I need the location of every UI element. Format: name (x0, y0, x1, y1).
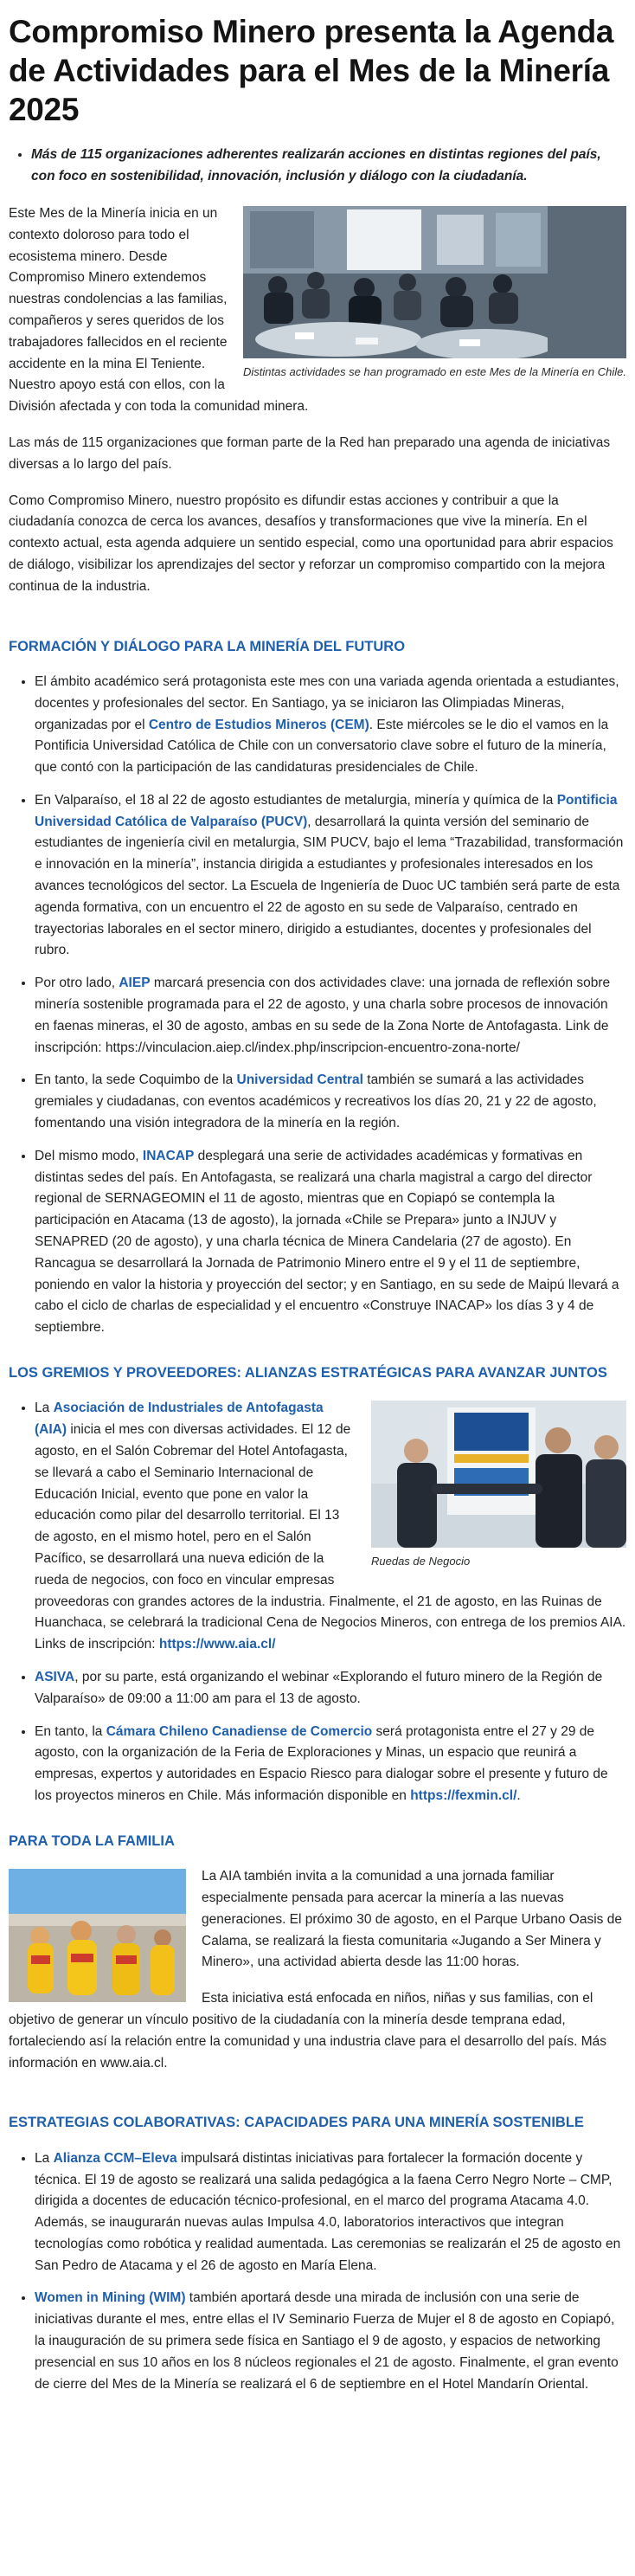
link-wim[interactable]: Women in Mining (WIM) (35, 2290, 186, 2306)
list-item-ccm-eleva (35, 2148, 626, 2277)
bullet-text: impulsará distintas iniciativas para fortalecer la formación docente y técnica. El 19 de agosto se realizará una salida pedagógica a la faena Cerro Negro Norte – CMP, dirigida a docentes de educación técnico-profesional, en el marco del programa Atacama 4.0. Además, se inaugurarán nuevas aulas Impulsa 4.0, laboratorios interactivos que integran tecnologías como robótica y realidad aumentada. Las ceremonias se realizarán el 25 de agosto en San Pedro de Atacama y el 26 de agosto en María Elena. (35, 2150, 621, 2273)
bullet-text: En tanto, la (35, 1723, 106, 1739)
link-cem[interactable]: Centro de Estudios Mineros (CEM) (148, 717, 369, 732)
bullet-text: El ámbito académico será protagonista este mes con una variada agenda orientada a estudiantes, docentes y profesionales del sector. En Santiago, ya se iniciaron las Olimpiadas Mineras, organizadas por el (35, 673, 619, 732)
lead-item (31, 145, 626, 188)
ruedas-de-negocio-photo (371, 1401, 626, 1548)
meeting-photo-figure (243, 206, 626, 380)
link-ccm-eleva[interactable]: Alianza CCM–Eleva (53, 2150, 177, 2166)
list-item-asiva (35, 1667, 626, 1710)
link-pucv[interactable]: Pontificia Universidad Católica de Valparaíso (PUCV) (35, 792, 618, 829)
link-universidad-central[interactable]: Universidad Central (236, 1072, 363, 1088)
ruedas-photo-caption: • Ruedas de Negocio (371, 1555, 471, 1568)
paragraph-familia-2: Esta iniciativa está enfocada en niños, niñas y sus familias, con el objetivo de generar un vínculo positivo de la ciudadanía con la minería desde temprana edad, fortaleciendo así la relación entre la comunidad y una industria clave para el desarrollo del país. Más información en www.aia.cl. (9, 1991, 606, 2070)
list-item-camara (35, 1722, 626, 1807)
section-heading-gremios: LOS GREMIOS Y PROVEEDORES: ALIANZAS ESTRATÉGICAS PARA AVANZAR JUNTOS (9, 1365, 607, 1381)
bullet-text: . Este miércoles se le dio el vamos en la Pontificia Universidad Católica de Chile con un conversatorio clave sobre el futuro de la minería, que contó con la participación de las candidaturas presidenciales de Chile. (35, 717, 609, 776)
bullet-text: . (516, 1787, 521, 1803)
familia-photo-figure (9, 1869, 186, 2002)
lead-text: Más de 115 organizaciones adherentes realizarán acciones en distintas regiones del país, con foco en sostenibilidad, innovación, inclusión y diálogo con la ciudadanía. (31, 147, 601, 184)
link-aia[interactable]: Asociación de Industriales de Antofagasta (AIA) (35, 1401, 324, 1438)
paragraph-familia-1: La AIA también invita a la comunidad a una jornada familiar especialmente pensada para acercar la minería a las nuevas generaciones. El próximo 30 de agosto, en el Parque Urbano Oasis de Calama, se realizará la fiesta comunitaria «Jugando a Ser Minera y Minero», una actividad abierta desde las 11:00 horas. (202, 1869, 622, 1970)
meeting-photo-caption: Distintas actividades se han programado en este Mes de la Minería en Chile. (243, 364, 626, 378)
bullet-text: Por otro lado, (35, 976, 119, 991)
bullet-text: será protagonista entre el 27 y 29 de agosto, con la organización de la Feria de Exploraciones y Minas, un espacio que reunirá a empresas, expertos y autoridades en Espacio Riesco para dialogar sobre el presente y futuro de los proyectos mineros en Chile. Más información disponible en (35, 1723, 608, 1803)
paragraph-organizaciones: Las más de 115 organizaciones que forman parte de la Red han preparado una agenda de iniciativas diversas a lo largo del país. (9, 435, 611, 472)
list-item-aiep (35, 973, 626, 1059)
list-item-inacap (35, 1146, 626, 1339)
bullet-text: , por su parte, está organizando el webinar «Explorando el futuro minero de la Región de Valparaíso» de 09:00 a 11:00 am para el 13 de agosto. (35, 1669, 603, 1706)
bullet-text: también aportará desde una mirada de inclusión con una serie de iniciativas durante el mes, entre ellas el IV Seminario Fuerza de Mujer el 8 de agosto en Copiapó, la inauguración de su primera sede física en Santiago el 9 de agosto, y espacios de networking presencial en sus 10 años en los 8 núcleos regionales el 21 de agosto. Finalmente, el gran evento de cierre del Mes de la Minería se realizará el 6 de septiembre en el Hotel Mandarín Oriental. (35, 2290, 619, 2392)
list-item-olimpiadas (35, 672, 626, 779)
bullet-text: desplegará una serie de actividades académicas y formativas en distintas sedes del país. En Antofagasta, se realizará una charla magistral a cargo del director regional de SERNAGEOMIN el 11 de agosto, mientras que en Copiapó se contempla la participación en Atacama (13 de agosto), la jornada «Chile se Prepara» junto a INJUV y SENAPRED (20 de agosto), y una charla técnica de Minera Candelaria (27 de agosto). En Rancagua se desarrollará la Jornada de Patrimonio Minero entre el 9 y el 11 de septiembre, poniendo en valor la historia y proyección del sector; y en Santiago, en su sede de Maipú llevará a cabo el ciclo de charlas de especialidad y el encuentro «Construye INACAP» los días 3 y 4 de septiembre. (35, 1148, 619, 1336)
link-fexmin-url[interactable]: https://fexmin.cl/ (410, 1787, 517, 1803)
link-aiep[interactable]: AIEP (119, 976, 151, 991)
estrategias-list (9, 2148, 626, 2396)
formacion-list (9, 672, 626, 1339)
bullet-text: En Valparaíso, el 18 al 22 de agosto estudiantes de metalurgia, minería y química de la (35, 792, 557, 808)
bullet-text: En tanto, la sede Coquimbo de la (35, 1072, 237, 1088)
bullet-text: La (35, 1401, 54, 1416)
meeting-photo (243, 206, 626, 358)
section-heading-familia: PARA TODA LA FAMILIA (9, 1832, 175, 1849)
bullet-text: marcará presencia con dos actividades clave: una jornada de reflexión sobre minería sostenible programada para el 22 de agosto, y una charla sobre procesos de innovación en faenas mineras, el 30 de agosto, ambas en su sede de la Zona Norte de Antofagasta. Link de inscripción: (35, 976, 611, 1055)
aiep-inscription-url: https://vinculacion.aiep.cl/index.php/inscripcion-encuentro-zona-norte/ (105, 1040, 520, 1055)
link-inacap[interactable]: INACAP (142, 1148, 195, 1163)
link-aia-url[interactable]: https://www.aia.cl/ (158, 1637, 276, 1652)
bullet-text: La (35, 2150, 54, 2166)
paragraph-condolencias: Este Mes de la Minería inicia en un contexto doloroso para todo el ecosistema minero. Desde Compromiso Minero extendemos nuestras condolencias a las familias, compañeros y seres queridos de los trabajadores fallecidos en el reciente accidente en la mina El Teniente. Nuestro apoyo está con ellos, con la División afectada y con toda la comunidad minera. (9, 205, 309, 415)
lead-list (9, 145, 626, 188)
intro-section (9, 203, 626, 613)
section-heading-formacion: FORMACIÓN Y DIÁLOGO PARA LA MINERÍA DEL FUTURO (9, 638, 406, 654)
page-title: Compromiso Minero presenta la Agenda de Actividades para el Mes de la Minería 2025 (9, 14, 614, 128)
bullet-text: , desarrollará la quinta versión del seminario de estudiantes de ingeniería civil en metalurgia, SIM PUCV, bajo el lema “Trazabilidad, transformación e innovación en la minería”, instancia dirigida a estudiantes y profesionales interesados en los avances tecnológicos del sector. La Escuela de Ingeniería de Duoc UC también será parte de esta agenda formativa, con un encuentro el 22 de agosto en su sede de Valparaíso, centrado en trayectorias laborales en el sector minero, dirigido a estudiantes, docentes y profesionales del rubro. (35, 814, 624, 958)
paragraph-proposito: Como Compromiso Minero, nuestro propósito es difundir estas acciones y contribuir a que la ciudadanía conozca de cerca los avances, desafíos y transformaciones que vive la minería. En el contexto actual, esta agenda adquiere un sentido especial, como una oportunidad para abrir espacios de diálogo, visibilizar los aprendizajes del sector y reforzar un compromiso compartido con la mejora continua de la industria. (9, 493, 613, 594)
bullet-text: Del mismo modo, (35, 1148, 143, 1163)
bullet-text: inicia el mes con diversas actividades. El 12 de agosto, en el Salón Cobremar del Hotel Antofagasta, se llevará a cabo el Seminario Internacional de Educación Inicial, evento que pone en valor la educación como pilar del desarrollo territorial. El 13 de agosto, en el mismo hotel, pero en el Salón Pacífico, se desarrollará una nueva edición de la rueda de negocios, con foco en vincular empresas proveedoras con grandes actores de la industria. Finalmente, el 21 de agosto, en las Ruinas de Huanchaca, se celebrará la tradicional Cena de Negocios Mineros, con entrega de los premios AIA. Links de inscripción: (35, 1422, 626, 1652)
list-item-aia (35, 1398, 626, 1656)
familia-section (9, 1866, 626, 2089)
list-item-wim (35, 2288, 626, 2395)
list-item-ucentral (35, 1070, 626, 1134)
section-heading-estrategias: ESTRATEGIAS COLABORATIVAS: CAPACIDADES PARA UNA MINERÍA SOSTENIBLE (9, 2115, 584, 2131)
link-camara-chileno-canadiense[interactable]: Cámara Chileno Canadiense de Comercio (106, 1723, 373, 1739)
familia-photo (9, 1869, 186, 2002)
gremios-list (9, 1398, 626, 1806)
ruedas-photo-figure (371, 1401, 626, 1569)
list-item-pucv (35, 790, 626, 962)
link-asiva[interactable]: ASIVA (35, 1669, 75, 1684)
bullet-text: también se sumará a las actividades gremiales y ciudadanas, con eventos académicos y recreativos los días 20, 21 y 22 de agosto, fomentando una visión integradora de la minería en la región. (35, 1072, 597, 1131)
